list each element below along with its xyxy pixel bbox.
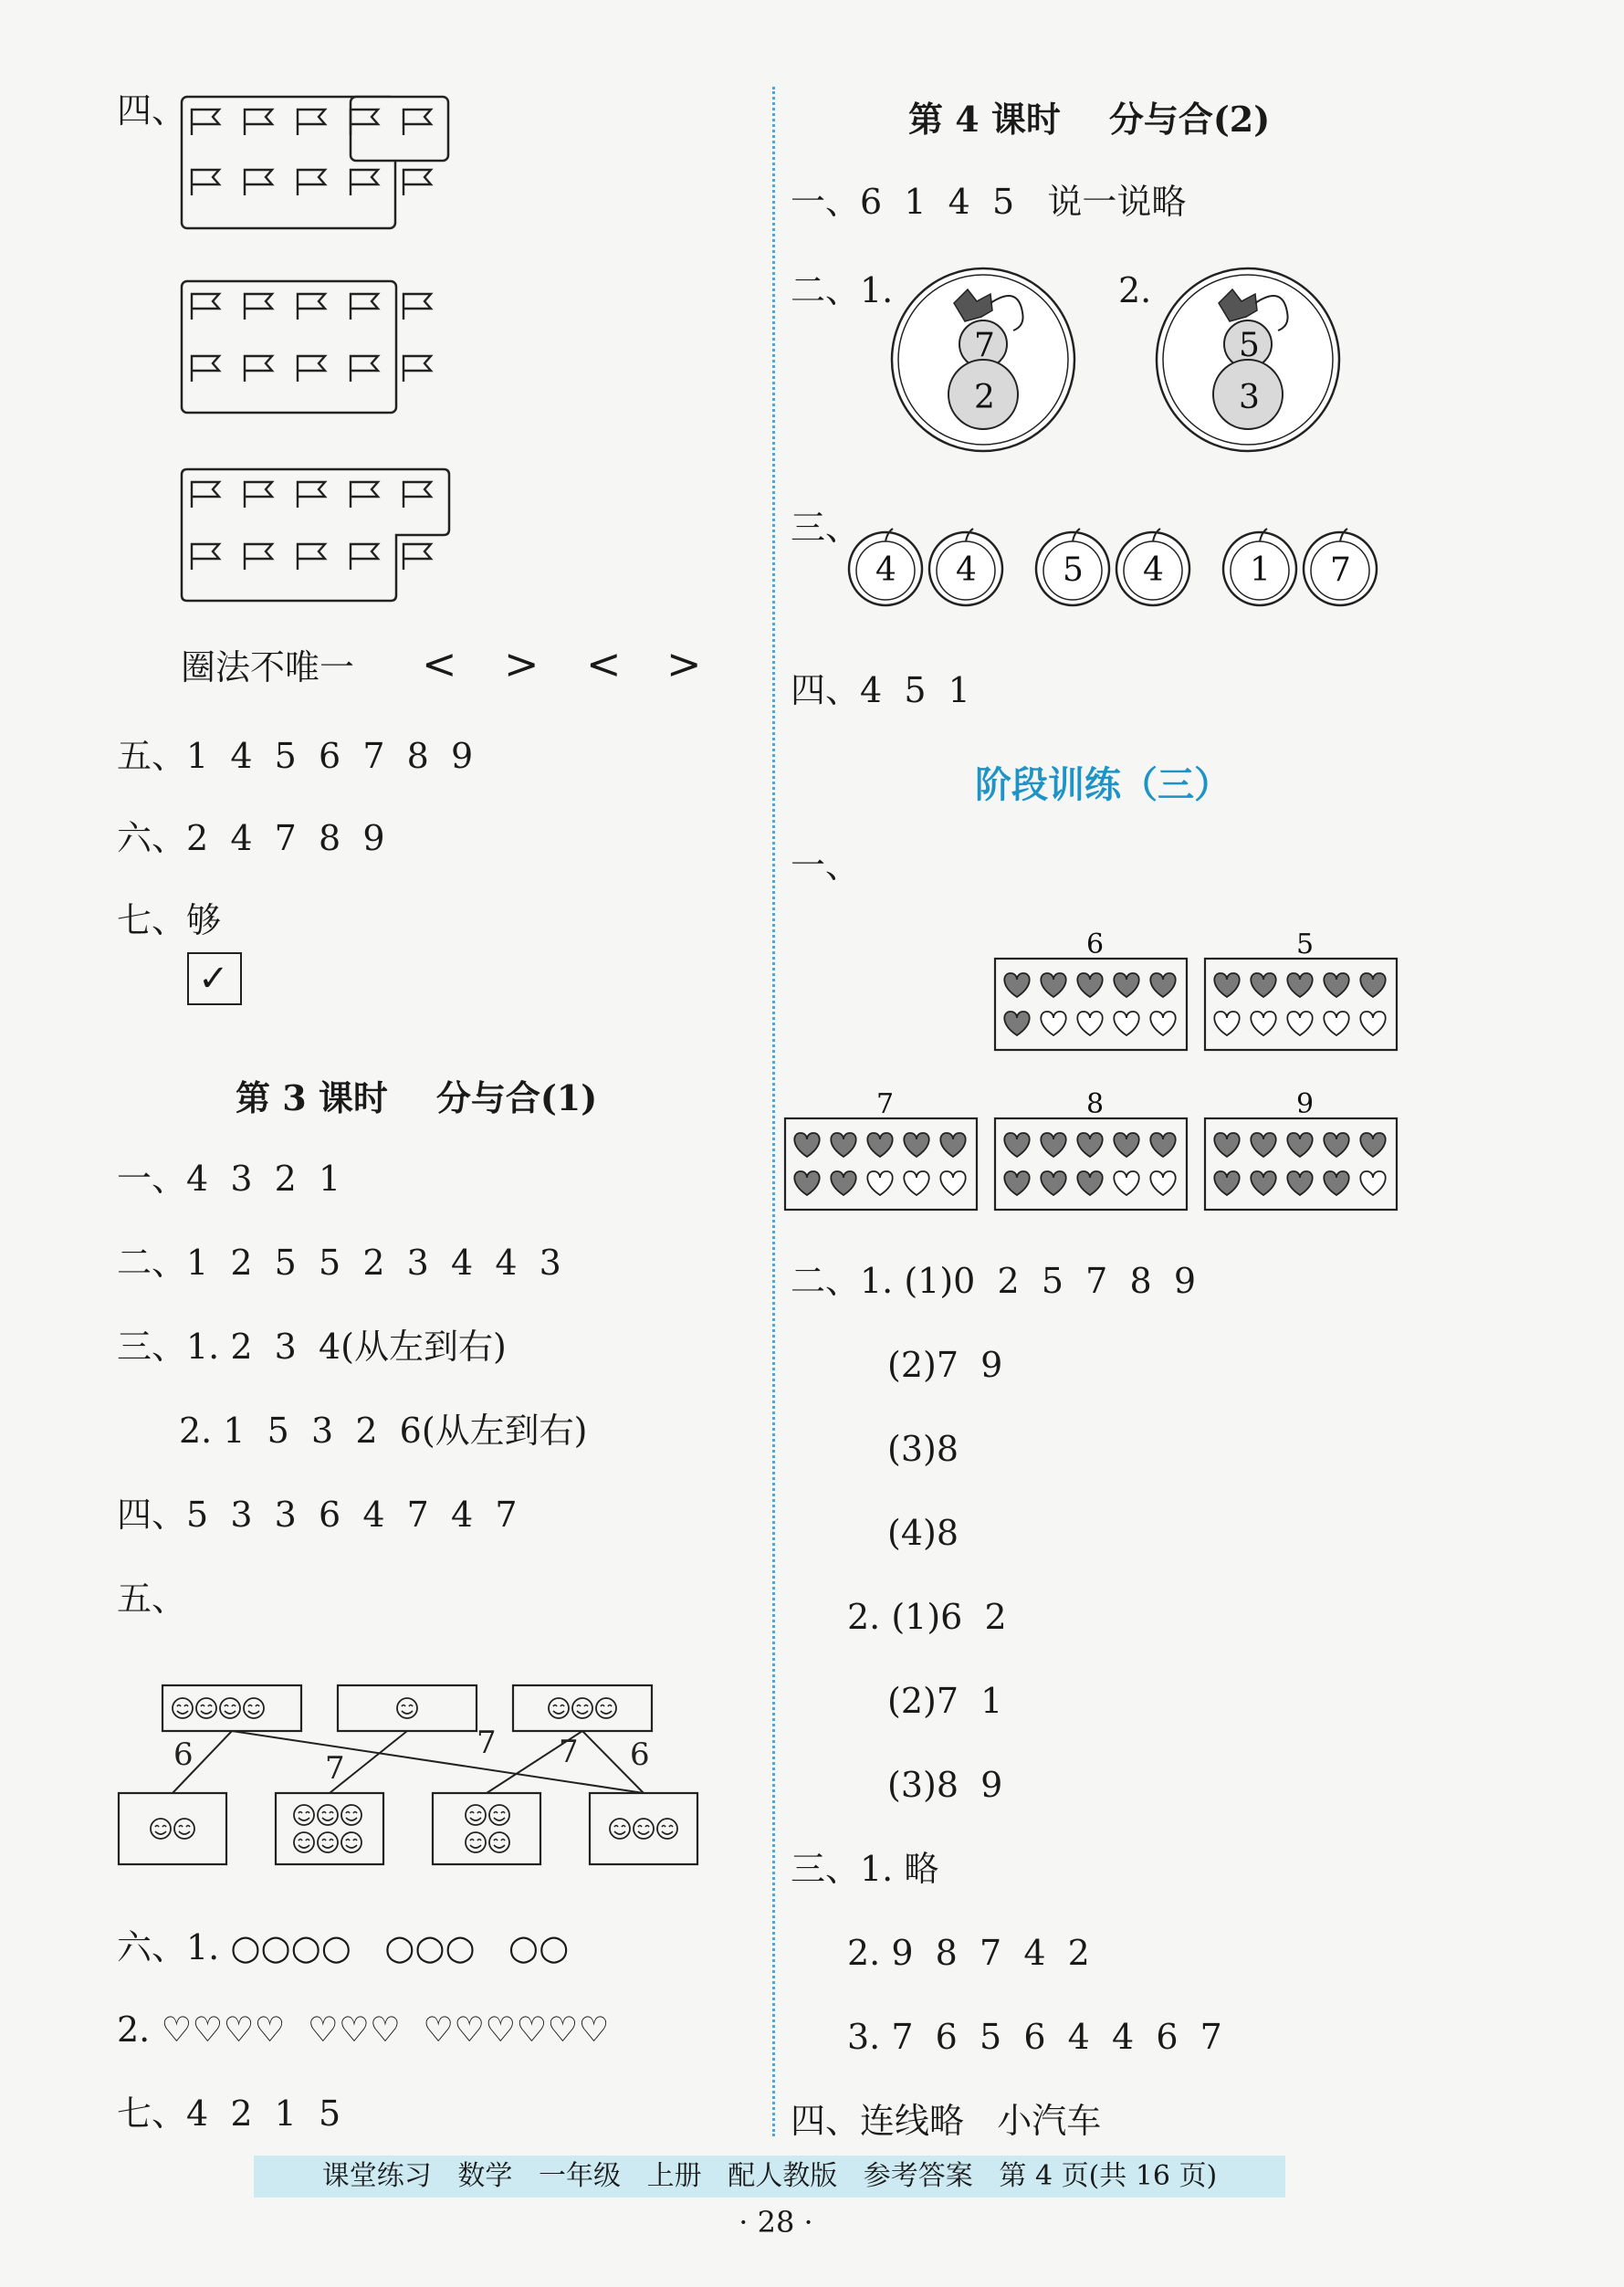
top-box-1: [338, 1685, 477, 1731]
compare-symbol-2: >: [504, 639, 540, 688]
flag-grid-3: [181, 467, 455, 614]
heart-icon: [1287, 1012, 1312, 1035]
heart-icon: [1041, 1012, 1065, 1035]
line-label-5: 6: [630, 1736, 650, 1773]
gourd1-bottom: 2: [974, 379, 995, 416]
heart-icon: [867, 1171, 892, 1195]
l3-q3-2: 2. 1 5 3 2 6(从左到右): [179, 1411, 588, 1451]
apple-row: [844, 528, 1383, 610]
l3-q6-1: 六、1. ○○○○ ○○○ ○○: [117, 1927, 570, 1967]
bottom-box-6: [276, 1793, 383, 1864]
flag-grid-1: [181, 91, 455, 237]
check-icon: ✓: [198, 958, 229, 1000]
l3-q4: 四、5 3 3 6 4 7 4 7: [117, 1495, 518, 1535]
heart-icon: [1150, 1133, 1175, 1157]
top-box-4: [162, 1685, 301, 1731]
left-q7: 七、够: [117, 900, 222, 940]
smiley-matching-diagram: [117, 1680, 710, 1872]
heart-icon: [1004, 973, 1029, 997]
heart-icon: [904, 1171, 928, 1195]
l3-q6-2: 2. ♡♡♡♡ ♡♡♡ ♡♡♡♡♡♡: [117, 2009, 610, 2050]
heart-icon: [1360, 1171, 1385, 1195]
heart-icon: [1251, 1171, 1275, 1195]
heart-icon: [1287, 1133, 1312, 1157]
heart-icon: [940, 1171, 965, 1195]
st-q2-2: 2. (1)6 2: [847, 1597, 1007, 1637]
heart-icon: [1214, 1171, 1239, 1195]
l3-q1: 一、4 3 2 1: [117, 1159, 341, 1199]
heart-icon: [1324, 1133, 1348, 1157]
heart-icon: [1150, 973, 1175, 997]
st-q3-3: 3. 7 6 5 6 4 4 6 7: [847, 2017, 1222, 2057]
line-label-3: 7: [477, 1725, 497, 1761]
apple-2: 4: [956, 551, 977, 589]
heart-box-4: [995, 1118, 1187, 1210]
heart-icon: [1114, 1171, 1138, 1195]
heart-icon: [1077, 973, 1102, 997]
st-q2-1c: (3)8: [887, 1429, 959, 1469]
heart-box-label-4: 8: [1086, 1088, 1105, 1120]
bottom-box-4: [433, 1793, 540, 1864]
heart-icon: [904, 1133, 928, 1157]
heart-icon: [1150, 1171, 1175, 1195]
l3-q5-label: 五、: [117, 1579, 187, 1619]
heart-icon: [1214, 973, 1239, 997]
heart-icon: [1287, 1171, 1312, 1195]
heart-icon: [1150, 1012, 1175, 1035]
stage-training-title: 阶段训练（三）: [975, 764, 1231, 806]
apple-1: 4: [875, 551, 896, 589]
l4-q4: 四、4 5 1: [791, 670, 970, 710]
heart-icon: [1114, 1012, 1138, 1035]
lesson4-title: 第 4 课时 分与合(2): [908, 99, 1271, 140]
heart-icon: [1114, 973, 1138, 997]
heart-icon: [1004, 1133, 1029, 1157]
heart-icon: [1251, 1133, 1275, 1157]
gourd-circle-2: [1155, 267, 1346, 458]
heart-icon: [1004, 1012, 1029, 1035]
heart-icon: [1324, 1171, 1348, 1195]
line-label-4: 7: [559, 1734, 579, 1770]
st-q1-label: 一、: [791, 845, 861, 886]
gourd1-top: 7: [974, 327, 995, 364]
heart-boxes: [785, 922, 1415, 1223]
compare-symbol-1: <: [422, 639, 457, 688]
heart-icon: [794, 1171, 819, 1195]
heart-icon: [1360, 1133, 1385, 1157]
heart-icon: [831, 1133, 855, 1157]
heart-icon: [940, 1133, 965, 1157]
heart-box-label-3: 7: [876, 1088, 895, 1120]
heart-icon: [831, 1171, 855, 1195]
heart-icon: [867, 1133, 892, 1157]
flag-grid-2: [181, 279, 455, 425]
heart-box-1: [995, 959, 1187, 1050]
bottom-box-2: [119, 1793, 226, 1864]
gourd2-top: 5: [1239, 327, 1260, 364]
line-label-1: 6: [173, 1736, 194, 1773]
heart-icon: [1214, 1133, 1239, 1157]
line-label-2: 7: [325, 1750, 345, 1787]
heart-icon: [794, 1133, 819, 1157]
st-q2-2b: (2)7 1: [887, 1681, 1003, 1721]
st-q3-1: 三、1. 略: [791, 1849, 939, 1889]
lesson3-title: 第 3 课时 分与合(1): [236, 1077, 598, 1118]
heart-box-label-5: 9: [1296, 1088, 1315, 1120]
heart-box-2: [1205, 959, 1397, 1050]
heart-icon: [1041, 973, 1065, 997]
gourd-circle-1: [890, 267, 1082, 458]
heart-icon: [1077, 1171, 1102, 1195]
left-q4-label: 四、: [117, 90, 187, 131]
st-q2-1d: (4)8: [887, 1513, 959, 1553]
heart-icon: [1114, 1133, 1138, 1157]
page-footer: 课堂练习 数学 一年级 上册 配人教版 参考答案 第 4 页(共 16 页): [254, 2156, 1285, 2198]
column-divider: [772, 87, 775, 2136]
gourd2-bottom: 3: [1239, 379, 1260, 416]
circle-note: 圈法不唯一: [181, 647, 355, 687]
heart-box-label-2: 5: [1296, 928, 1315, 960]
l3-q7: 七、4 2 1 5: [117, 2093, 341, 2134]
top-box-3: [513, 1685, 652, 1731]
heart-icon: [1214, 1012, 1239, 1035]
compare-symbol-3: <: [586, 639, 622, 688]
heart-icon: [1287, 973, 1312, 997]
heart-icon: [1360, 1012, 1385, 1035]
st-q3-2: 2. 9 8 7 4 2: [847, 1933, 1090, 1973]
apple-3: 5: [1063, 551, 1084, 589]
heart-icon: [1324, 973, 1348, 997]
heart-box-3: [785, 1118, 977, 1210]
heart-icon: [1041, 1171, 1065, 1195]
l3-q3-1: 三、1. 2 3 4(从左到右): [117, 1327, 507, 1367]
st-q2-2c: (3)8 9: [887, 1765, 1003, 1805]
heart-icon: [1077, 1012, 1102, 1035]
heart-icon: [1041, 1133, 1065, 1157]
apple-6: 7: [1330, 551, 1351, 589]
l3-q2: 二、1 2 5 5 2 3 4 4 3: [117, 1243, 561, 1283]
compare-symbol-4: >: [666, 639, 702, 688]
l4-q3-label: 三、: [791, 508, 861, 548]
bottom-box-3: [590, 1793, 697, 1864]
l4-q2-2-label: 2.: [1118, 270, 1152, 310]
heart-icon: [1077, 1133, 1102, 1157]
apple-5: 1: [1250, 551, 1271, 589]
heart-icon: [1360, 973, 1385, 997]
heart-icon: [1324, 1012, 1348, 1035]
left-q6: 六、2 4 7 8 9: [117, 818, 385, 858]
heart-icon: [1251, 1012, 1275, 1035]
page-number: · 28 ·: [739, 2205, 813, 2240]
heart-box-label-1: 6: [1086, 928, 1105, 960]
l4-q1: 一、6 1 4 5 说一说略: [791, 182, 1187, 222]
st-q4: 四、连线略 小汽车: [791, 2101, 1102, 2141]
checkbox-checked: [187, 952, 242, 1005]
heart-icon: [1251, 973, 1275, 997]
apple-4: 4: [1143, 551, 1164, 589]
l4-q2-label: 二、1.: [791, 270, 894, 310]
st-q2-1b: (2)7 9: [887, 1345, 1003, 1385]
left-q5: 五、1 4 5 6 7 8 9: [117, 736, 474, 776]
st-q2-1: 二、1. (1)0 2 5 7 8 9: [791, 1261, 1197, 1301]
heart-icon: [1004, 1171, 1029, 1195]
heart-box-5: [1205, 1118, 1397, 1210]
